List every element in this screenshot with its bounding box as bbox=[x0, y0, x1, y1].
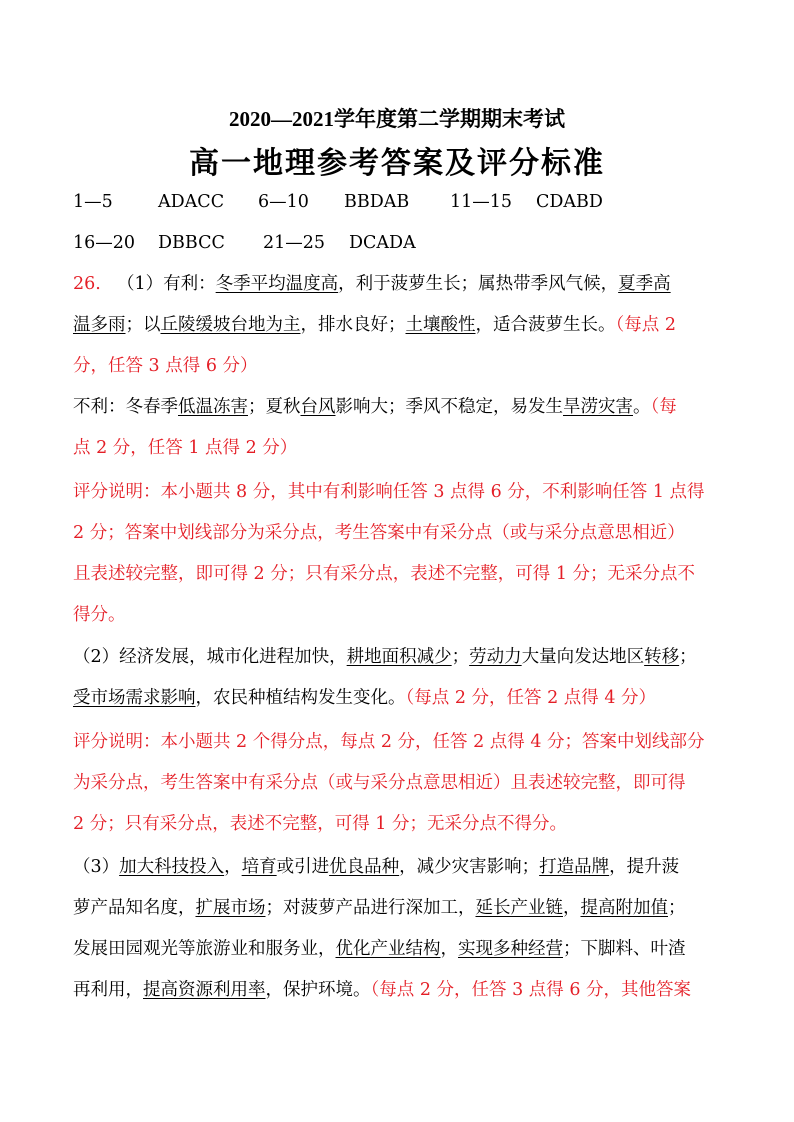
q26-p3-line2: 受市场需求影响，农民种植结构发生变化。（每点 2 分，任答 2 点得 4 分） bbox=[73, 688, 657, 708]
scoring-note-2-line1: 评分说明：本小题共 2 个得分点，每点 2 分，任答 2 点得 4 分；答案中划线部分 bbox=[73, 732, 705, 752]
q26-p4-line1: （3）加大科技投入，培育或引进优良品种，减少灾害影响；打造品牌，提升菠 bbox=[73, 857, 680, 877]
scoring-note-1-line4: 得分。 bbox=[73, 605, 126, 625]
scoring-note-2-line3: 2 分；只有采分点，表述不完整，可得 1 分；无采分点不得分。 bbox=[73, 814, 567, 834]
question-number: 26. bbox=[73, 274, 101, 294]
scoring-note-1-line1: 评分说明：本小题共 8 分，其中有利影响任答 3 点得 6 分，不利影响任答 1 点得 bbox=[73, 482, 705, 502]
answer-range: 11—15 bbox=[450, 192, 513, 212]
q26-p1-line2: 温多雨；以丘陵缓坡台地为主，排水良好；土壤酸性，适合菠萝生长。（每点 2 bbox=[73, 315, 676, 335]
answer-key: DCADA bbox=[349, 233, 416, 253]
q26-p2-line1: 不利：冬春季低温冻害；夏秋台风影响大；季风不稳定，易发生旱涝灾害。（每 bbox=[73, 397, 677, 417]
q26-p4-line4: 再利用，提高资源利用率，保护环境。（每点 2 分，任答 3 点得 6 分，其他答案 bbox=[73, 980, 692, 1000]
answer-key-title: 高一地理参考答案及评分标准 bbox=[189, 146, 605, 181]
scoring-note-1-line3: 且表述较完整，即可得 2 分；只有采分点，表述不完整，可得 1 分；无采分点不 bbox=[73, 564, 696, 584]
answer-key: BBDAB bbox=[344, 192, 410, 212]
q26-p4-line2: 萝产品知名度，扩展市场；对菠萝产品进行深加工，延长产业链，提高附加值； bbox=[73, 898, 686, 918]
answer-key: DBBCC bbox=[158, 233, 225, 253]
answer-range: 6—10 bbox=[258, 192, 309, 212]
q26-p1-line1: 26. （1）有利：冬季平均温度高，利于菠萝生长；属热带季风气候，夏季高 bbox=[73, 274, 671, 294]
scoring-note-1-line2: 2 分；答案中划线部分为采分点，考生答案中有采分点（或与采分点意思相近） bbox=[73, 523, 685, 543]
answer-range: 1—5 bbox=[73, 192, 113, 212]
q26-p1-score: 分，任答 3 点得 6 分） bbox=[73, 356, 258, 376]
answer-row-1 bbox=[73, 191, 723, 213]
q26-p2-score: 点 2 分，任答 1 点得 2 分） bbox=[73, 438, 298, 458]
answer-key: CDABD bbox=[536, 192, 603, 212]
q26-p4-line3: 发展田园观光等旅游业和服务业，优化产业结构，实现多种经营；下脚料、叶渣 bbox=[73, 939, 686, 959]
answer-row-2 bbox=[73, 232, 723, 254]
answer-range: 16—20 bbox=[73, 233, 136, 253]
answer-key: ADACC bbox=[158, 192, 225, 212]
answer-range: 21—25 bbox=[263, 233, 326, 253]
scoring-note-2-line2: 为采分点，考生答案中有采分点（或与采分点意思相近）且表述较完整，即可得 bbox=[73, 773, 686, 793]
exam-title: 2020—2021学年度第二学期期末考试 bbox=[229, 107, 565, 131]
q26-p3-line1: （2）经济发展，城市化进程加快，耕地面积减少；劳动力大量向发达地区转移； bbox=[73, 647, 697, 667]
